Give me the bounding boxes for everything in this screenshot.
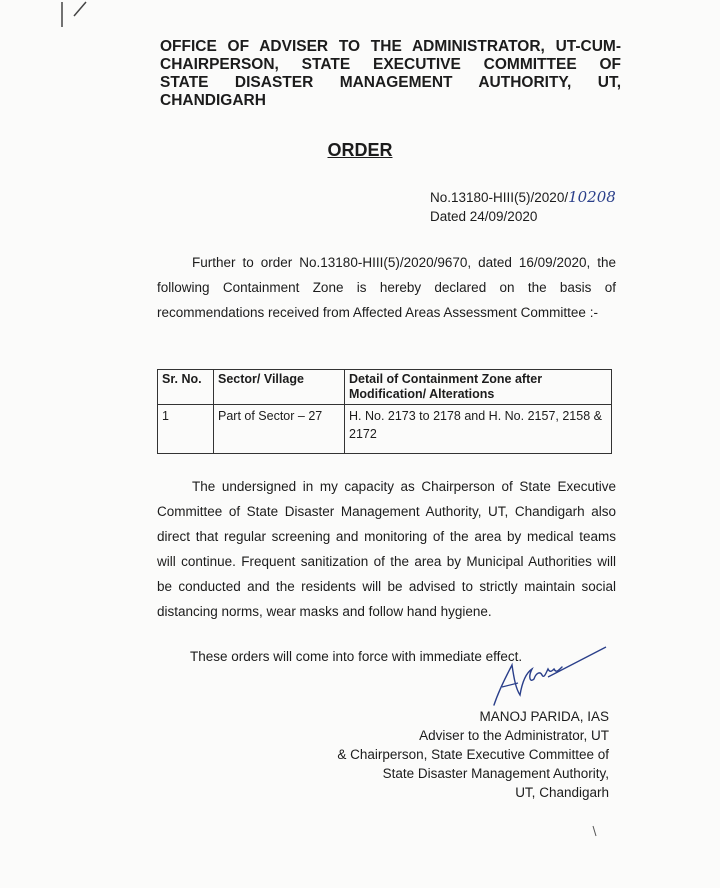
stray-pen-mark [590,824,600,838]
table-row [158,405,612,454]
intro-paragraph: Further to order No.13180-HIII(5)/2020/9670, dated 16/09/2020, the following Containment Zone is hereby declared on the basis of recommendations received from Affected Areas Assessment Committee :- [157,255,616,320]
order-number-prefix: No.13180-HIII(5)/2020/ [430,190,569,205]
effect-paragraph: These orders will come into force with immediate effect. [190,649,523,664]
signatory-title: State Disaster Management Authority, [382,766,609,781]
heading-line: CHAIRPERSON, STATE EXECUTIVE COMMITTEE OF [160,56,621,73]
order-date: Dated 24/09/2020 [430,209,538,224]
signatory-title: Adviser to the Administrator, UT [419,728,609,743]
signatory-block [320,707,609,802]
column-header: Sector/ Village [214,370,345,405]
office-heading [160,38,621,110]
order-number [430,188,616,207]
heading-line: CHANDIGARH [160,92,266,109]
reference-block [430,188,616,226]
column-header: Detail of Containment Zone after Modification/ Alterations [345,370,612,405]
table-header-row [158,370,612,405]
containment-zone-table [157,369,612,454]
heading-line: OFFICE OF ADVISER TO THE ADMINISTRATOR, UT-CUM- [160,38,621,55]
column-header: Sr. No. [158,370,214,405]
pen-stroke-mark [60,0,100,28]
directive-paragraph: The undersigned in my capacity as Chairperson of State Executive Committee of State Disaster Management Authority, UT, Chandigarh also direct that regular screening and monitoring of the area by medical teams will continue. Frequent sanitization of the area by Municipal Authorities will be conducted and the residents will be advised to strictly maintain social distancing norms, wear masks and follow hand hygiene. [157,479,616,619]
signatory-title: & Chairperson, State Executive Committee of [337,747,609,762]
table-cell: H. No. 2173 to 2178 and H. No. 2157, 2158 & 2172 [345,405,612,454]
table-cell: Part of Sector – 27 [214,405,345,454]
signatory-name: MANOJ PARIDA, IAS [479,709,609,724]
order-title: ORDER [327,140,393,160]
handwritten-signature [488,643,610,709]
signatory-title: UT, Chandigarh [515,785,609,800]
heading-line: STATE DISASTER MANAGEMENT AUTHORITY, UT, [160,74,621,91]
table-cell: 1 [158,405,214,454]
handwritten-number: 10208 [568,188,616,206]
